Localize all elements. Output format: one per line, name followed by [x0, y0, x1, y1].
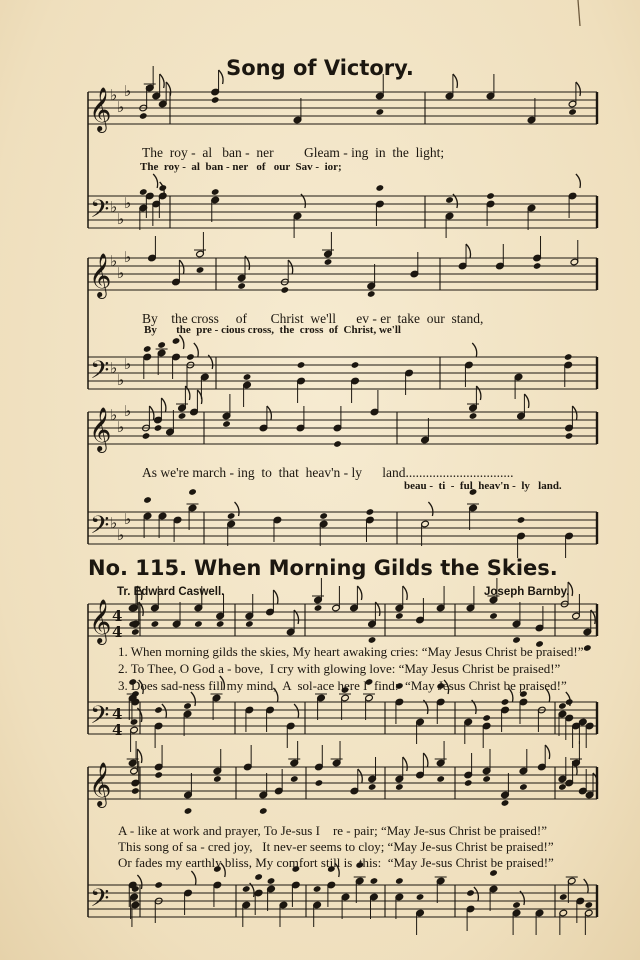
treble-staff [88, 258, 597, 290]
bass-clef-icon: 𝄢 [90, 701, 110, 736]
svg-text:4: 4 [112, 623, 123, 641]
lyric-line: beau - ti - ful heav'n - ly land. [404, 480, 562, 492]
lyric-line: By the pre - cious cross, the cross of Christ, we'll [144, 324, 401, 336]
bass-clef-icon: 𝄢 [90, 511, 110, 546]
flat-icon: ♭ [124, 402, 132, 420]
lyric-line: A - like at work and prayer, To Je-sus I re - pair; “May Je-sus Christ be praised!” [118, 823, 548, 838]
flat-icon: ♭ [117, 98, 125, 116]
flat-icon: ♭ [117, 264, 125, 282]
flat-icon: ♭ [110, 514, 118, 532]
flat-icon: ♭ [110, 252, 118, 270]
treble-clef-icon: 𝄞 [89, 87, 112, 131]
treble-clef-icon: 𝄞 [89, 762, 112, 806]
flat-icon: ♭ [117, 210, 125, 228]
lyric-line: As we're march - ing to that heav'n - ly land................................ [142, 465, 514, 480]
treble-clef-icon: 𝄞 [89, 407, 112, 451]
lyric-line: By the cross of Christ we'll ev - er take our stand, [142, 311, 484, 326]
flat-icon: ♭ [110, 406, 118, 424]
svg-text:4: 4 [112, 705, 123, 723]
bass-clef-icon: 𝄢 [90, 195, 110, 230]
hymn-title: When Morning Gilds the Skies. [194, 556, 558, 580]
music-credit: Joseph Barnby. [484, 586, 570, 598]
treble-staff [88, 604, 597, 636]
lyric-line: The roy - al ban - ner of our Sav - ior; [140, 161, 342, 173]
bass-clef-icon: 𝄢 [90, 356, 110, 391]
treble-clef-icon: 𝄞 [89, 253, 112, 297]
flat-icon: ♭ [124, 510, 132, 528]
flat-icon: ♭ [117, 418, 125, 436]
bass-clef-icon: 𝄢 [90, 884, 110, 919]
flat-icon: ♭ [124, 355, 132, 373]
lyric-line: Or fades my earthly bliss, My comfort still is this: “May Je-sus Christ be praised!” [118, 855, 554, 870]
flat-icon: ♭ [124, 194, 132, 212]
treble-staff [88, 92, 597, 124]
lyric-line: 2. To Thee, O God a - bove, I cry with glowing love: “May Jesus Christ be praised!” [118, 661, 561, 676]
hymn-number: No. 115. [88, 556, 188, 580]
flat-icon: ♭ [110, 359, 118, 377]
svg-text:4: 4 [112, 721, 123, 739]
lyric-line: 1. When morning gilds the skies, My heart awaking cries: “May Jesus Christ be praised!” [118, 644, 584, 659]
flat-icon: ♭ [124, 82, 132, 100]
svg-text:4: 4 [112, 607, 123, 625]
bass-staff [88, 196, 597, 228]
flat-icon: ♭ [110, 198, 118, 216]
flat-icon: ♭ [117, 371, 125, 389]
song-title: Song of Victory. [226, 56, 414, 80]
words-credit: Tr. Edward Caswell. [117, 586, 225, 598]
lyric-line: 3. Does sad-ness fill my mind, A sol-ace here I find: “May Jesus Christ be praised!” [118, 678, 567, 693]
bass-staff [88, 357, 597, 389]
flat-icon: ♭ [110, 86, 118, 104]
flat-icon: ♭ [117, 526, 125, 544]
lyric-line: This song of sa - cred joy, It nev-er seems to cloy; “May Je-sus Christ be praised!” [118, 839, 554, 854]
lyric-line: The roy - al ban - ner Gleam - ing in the light; [142, 145, 445, 160]
treble-clef-icon: 𝄞 [89, 599, 112, 643]
flat-icon: ♭ [124, 248, 132, 266]
